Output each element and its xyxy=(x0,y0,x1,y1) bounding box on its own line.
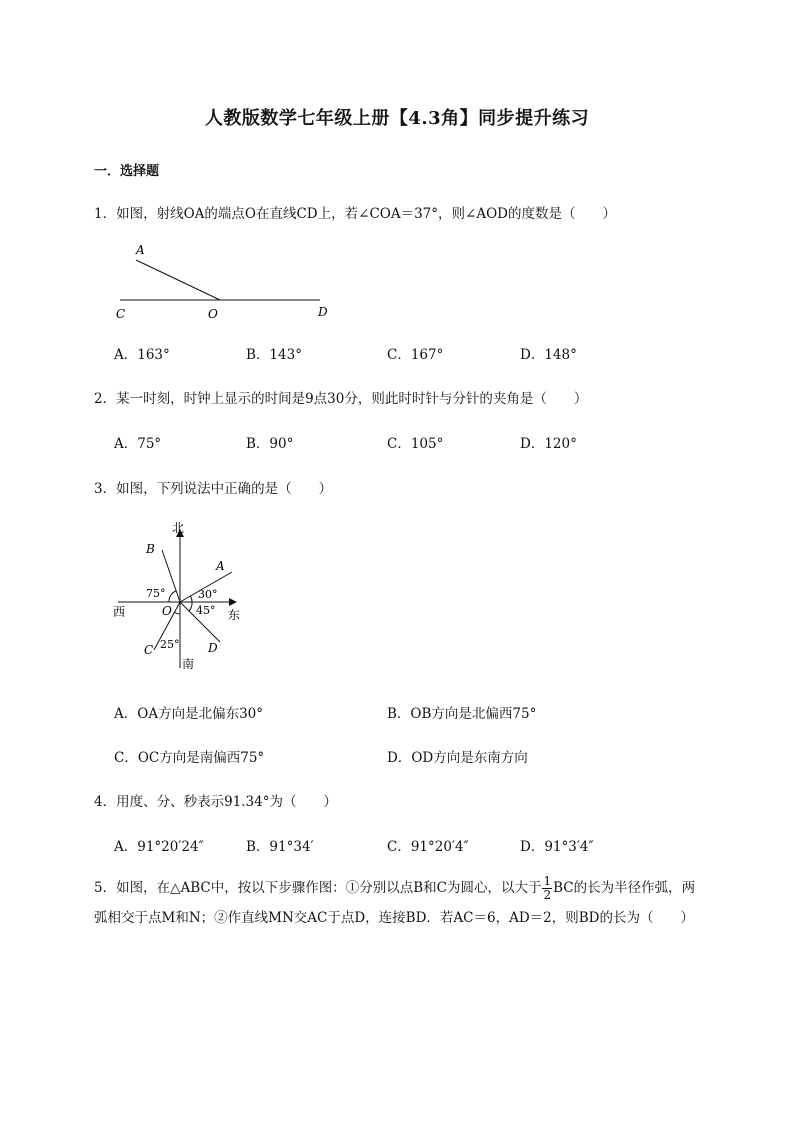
question-1-stem: 1．如图，射线OA的端点O在直线CD上，若∠COA＝37°，则∠AOD的度数是（ ） xyxy=(94,206,616,222)
q4-option-b[interactable]: B．91°34′ xyxy=(246,839,314,855)
label-c: C xyxy=(116,307,126,321)
question-1-figure xyxy=(110,238,340,324)
label-c: C xyxy=(144,643,154,657)
label-north: 北 xyxy=(172,521,185,535)
angle-75: 75° xyxy=(146,587,166,600)
fraction-half xyxy=(542,875,552,902)
q4-option-c[interactable]: C．91°20′4″ xyxy=(387,839,469,855)
question-2-stem: 2．某一时刻，时钟上显示的时间是9点30分，则此时时针与分针的夹角是（ ） xyxy=(94,391,588,407)
label-b: B xyxy=(146,542,155,556)
question-4-stem: 4．用度、分、秒表示91.34°为（ ） xyxy=(94,794,337,810)
label-a: A xyxy=(136,243,145,257)
ray-oa xyxy=(136,260,220,300)
q1-option-c[interactable]: C．167° xyxy=(387,347,444,363)
page-title: 人教版数学七年级上册【4.3角】同步提升练习 xyxy=(204,108,590,129)
label-d: D xyxy=(318,305,328,319)
angle-30: 30° xyxy=(198,588,218,601)
q4-option-d[interactable]: D．91°3′4″ xyxy=(520,839,594,855)
label-south: 南 xyxy=(182,657,195,671)
arc-75 xyxy=(169,591,176,602)
q3-option-c[interactable]: C．OC方向是南偏西75° xyxy=(114,750,265,766)
label-a: A xyxy=(216,559,225,573)
label-east: 东 xyxy=(228,608,241,622)
arc-25 xyxy=(174,612,180,614)
q1-option-d[interactable]: D．148° xyxy=(520,347,577,363)
q2-option-a[interactable]: A．75° xyxy=(114,436,162,452)
fraction-numerator: 1 xyxy=(543,874,552,888)
question-3-stem: 3．如图，下列说法中正确的是（ ） xyxy=(94,481,333,497)
q5-text-part2: BC的长为半径作弧，两弧相交于点M和N；②作直线MN交AC于点D，连接BD．若AC＝6，AD＝2，则BD的长为（ ） xyxy=(94,880,696,926)
angle-45: 45° xyxy=(196,604,216,617)
fraction-denominator: 2 xyxy=(543,888,552,902)
q5-text-part1: 5．如图，在△ABC中，按以下步骤作图：①分别以点B和C为圆心，以大于 xyxy=(94,880,542,896)
label-west: 西 xyxy=(113,605,126,619)
label-o: O xyxy=(208,307,218,321)
label-d: D xyxy=(208,641,218,655)
arc-45 xyxy=(189,602,192,611)
arc-30 xyxy=(190,596,192,602)
q4-option-a[interactable]: A．91°20′24″ xyxy=(114,839,204,855)
angle-25: 25° xyxy=(160,638,180,651)
question-5-stem xyxy=(94,873,704,933)
q2-option-b[interactable]: B．90° xyxy=(246,436,294,452)
q1-option-b[interactable]: B．143° xyxy=(246,347,302,363)
section-heading: 一．选择题 xyxy=(94,164,160,179)
q2-option-c[interactable]: C．105° xyxy=(387,436,444,452)
q2-option-d[interactable]: D．120° xyxy=(520,436,577,452)
q3-option-b[interactable]: B．OB方向是北偏西75° xyxy=(387,706,537,722)
q1-option-a[interactable]: A．163° xyxy=(114,347,170,363)
q3-option-a[interactable]: A．OA方向是北偏东30° xyxy=(114,706,263,722)
label-o: O xyxy=(162,604,172,618)
question-3-figure xyxy=(108,518,258,676)
q3-option-d[interactable]: D．OD方向是东南方向 xyxy=(387,750,528,766)
